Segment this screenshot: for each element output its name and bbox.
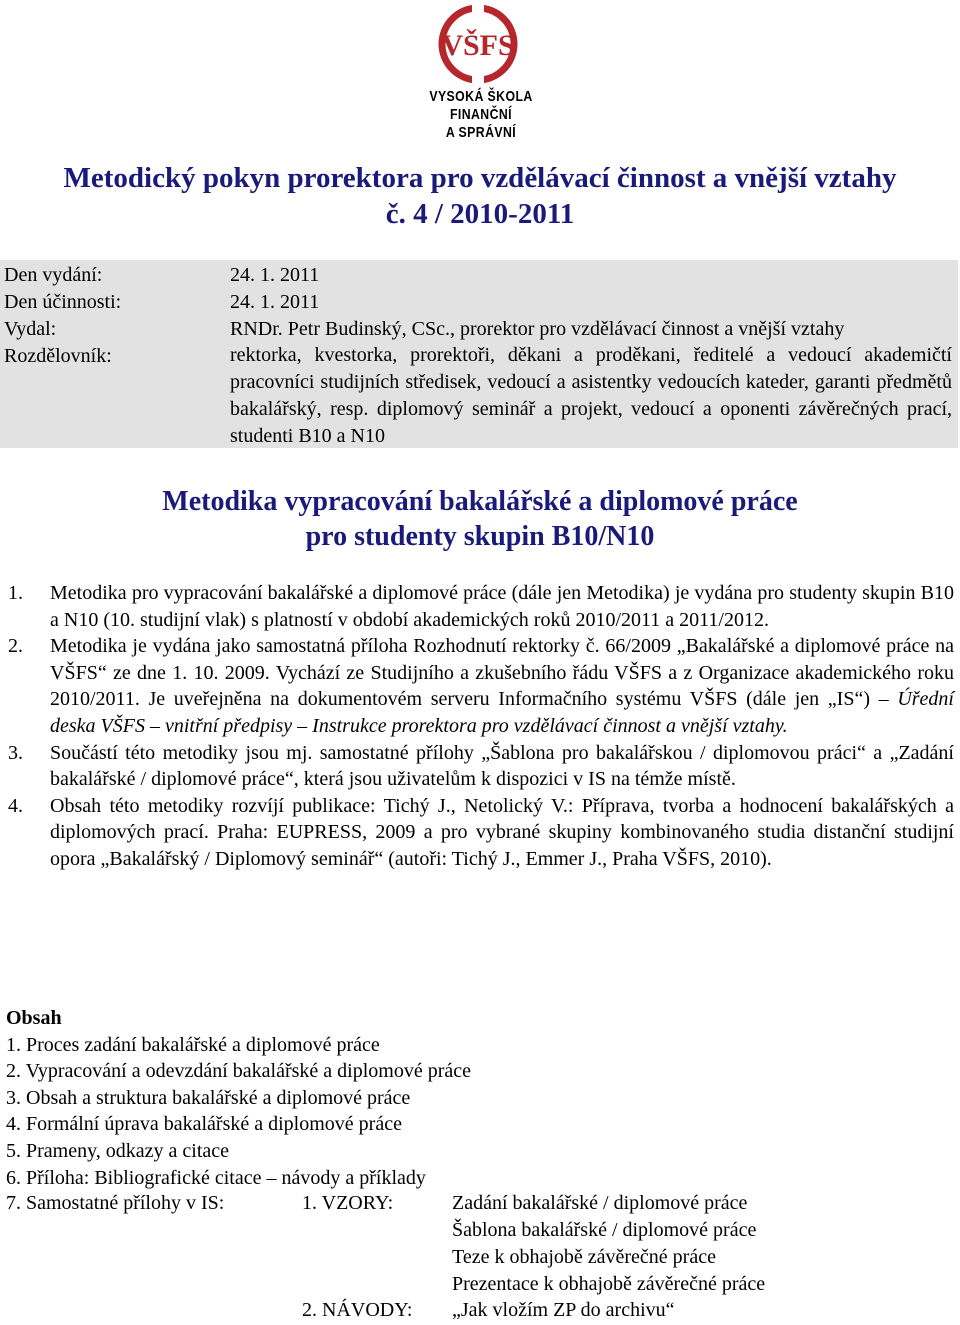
toc-entry: 6. Příloha: Bibliografické citace – návody a příklady [6, 1166, 426, 1189]
meta-publisher-value: RNDr. Petr Budinský, CSc., prorektor pro vzdělávací činnost a vnější vztahy [230, 318, 845, 340]
logo-line-3: A SPRÁVNÍ [445, 124, 517, 141]
intro-item-text: Metodika pro vypracování bakalářské a diplomové práce (dále jen Metodika) je vydána pro studenty skupin B10 a N10 (10. studijní vlak) s platností v období akademických roků 2010/2011 a 2011/2012. [50, 582, 954, 631]
meta-effective-label: Den účinnosti: [4, 291, 122, 313]
toc-navody-item: „Jak vložím ZP do archivu“ [452, 1299, 675, 1321]
intro-item-number: 4. [8, 794, 23, 817]
intro-item-text: Obsah této metodiky rozvíjí publikace: Tichý J., Netolický V.: Příprava, tvorba a hodnocení bakalářských a diplomových prací. Praha: EUPRESS, 2009 a pro vybrané skupiny kombinovaného studia distanční studijní opora „Bakalářský / Diplomový seminář“ (autoři: Tichý J., Emmer J., Praha VŠFS, 2010). [50, 794, 954, 870]
document-title-line-2: č. 4 / 2010-2011 [385, 198, 575, 230]
logo-line-1: VYSOKÁ ŠKOLA [429, 88, 533, 105]
document-title-line-1: Metodický pokyn prorektora pro vzdělávací činnost a vnější vztahy [63, 162, 897, 194]
section-title [0, 484, 960, 554]
meta-publisher-label: Vydal: [4, 318, 57, 340]
toc-entry: 5. Prameny, odkazy a citace [6, 1139, 230, 1162]
meta-issued-value: 24. 1. 2011 [230, 264, 320, 286]
toc-entry: 4. Formální úprava bakalářské a diplomové práce [6, 1113, 402, 1136]
toc-attachments-label: 7. Samostatné přílohy v IS: [6, 1192, 225, 1214]
intro-item [8, 740, 954, 793]
document-title [0, 160, 960, 232]
intro-item-number: 3. [8, 741, 23, 764]
intro-item-text: Součástí této metodiky jsou mj. samostatné přílohy „Šablona pro bakalářskou / diplomovou práci“ a „Zadání bakalářské / diplomové práce“, která jsou uživatelům k dispozici v IS na témže místě. [50, 741, 954, 791]
intro-list [8, 580, 954, 873]
toc-heading: Obsah [6, 1007, 62, 1029]
meta-issued-label: Den vydání: [4, 264, 103, 286]
table-of-contents [6, 1005, 471, 1191]
intro-item-number: 2. [8, 635, 23, 658]
toc-entry: 2. Vypracování a odevzdání bakalářské a diplomové práce [6, 1060, 471, 1083]
section-title-line-1: Metodika vypracování bakalářské a diplomové práce [162, 486, 798, 517]
logo-monogram: VŠFS [441, 29, 515, 62]
toc-vzory-item: Prezentace k obhajobě závěrečné práce [452, 1273, 766, 1295]
intro-item-italic-path: Úřední deska VŠFS – vnitřní předpisy – Instrukce prorektora pro vzdělávací činnost a vnější vztahy. [50, 688, 954, 737]
section-title-line-2: pro studenty skupin B10/N10 [305, 521, 655, 552]
intro-item [8, 580, 954, 633]
intro-item-text: Metodika je vydána jako samostatná příloha Rozhodnutí rektorky č. 66/2009 „Bakalářské a diplomové práce na VŠFS“ ze dne 1. 10. 2009. Vychází ze Studijního a zkušebního řádu VŠFS a z Organizace akademického roku 2010/2011. Je uveřejněna na dokumentovém serveru Informačního systému VŠFS (dále jen „IS“) – [50, 635, 954, 711]
intro-item-number: 1. [8, 582, 23, 604]
toc-navody-label: 2. NÁVODY: [302, 1299, 413, 1321]
toc-vzory-item: Zadání bakalářské / diplomové práce [452, 1192, 748, 1214]
intro-item [8, 633, 954, 739]
toc-vzory-item: Teze k obhajobě závěrečné práce [452, 1246, 716, 1268]
metadata-block [0, 260, 958, 448]
toc-vzory-item: Šablona bakalářské / diplomové práce [452, 1219, 757, 1241]
logo-emblem [416, 2, 546, 88]
logo-line-2: FINANČNÍ [449, 106, 513, 123]
meta-distribution-value: rektorka, kvestorka, prorektoři, děkani a proděkani, ředitelé a vedoucí akademičtí pracovníci studijních středisek, vedoucí a asistentky vedoucích kateder, garanti předmětů bakalářský, resp. diplomový seminář a projekt, vedoucí a oponenti závěrečných prací, studenti B10 a N10 [230, 344, 952, 447]
meta-effective-value: 24. 1. 2011 [230, 291, 320, 313]
toc-vzory-label: 1. VZORY: [302, 1192, 394, 1214]
toc-entry: 1. Proces zadání bakalářské a diplomové práce [6, 1033, 380, 1056]
toc-entry: 3. Obsah a struktura bakalářské a diplomové práce [6, 1086, 411, 1109]
logo [416, 2, 546, 150]
meta-distribution-label: Rozdělovník: [4, 345, 112, 367]
intro-item [8, 793, 954, 873]
